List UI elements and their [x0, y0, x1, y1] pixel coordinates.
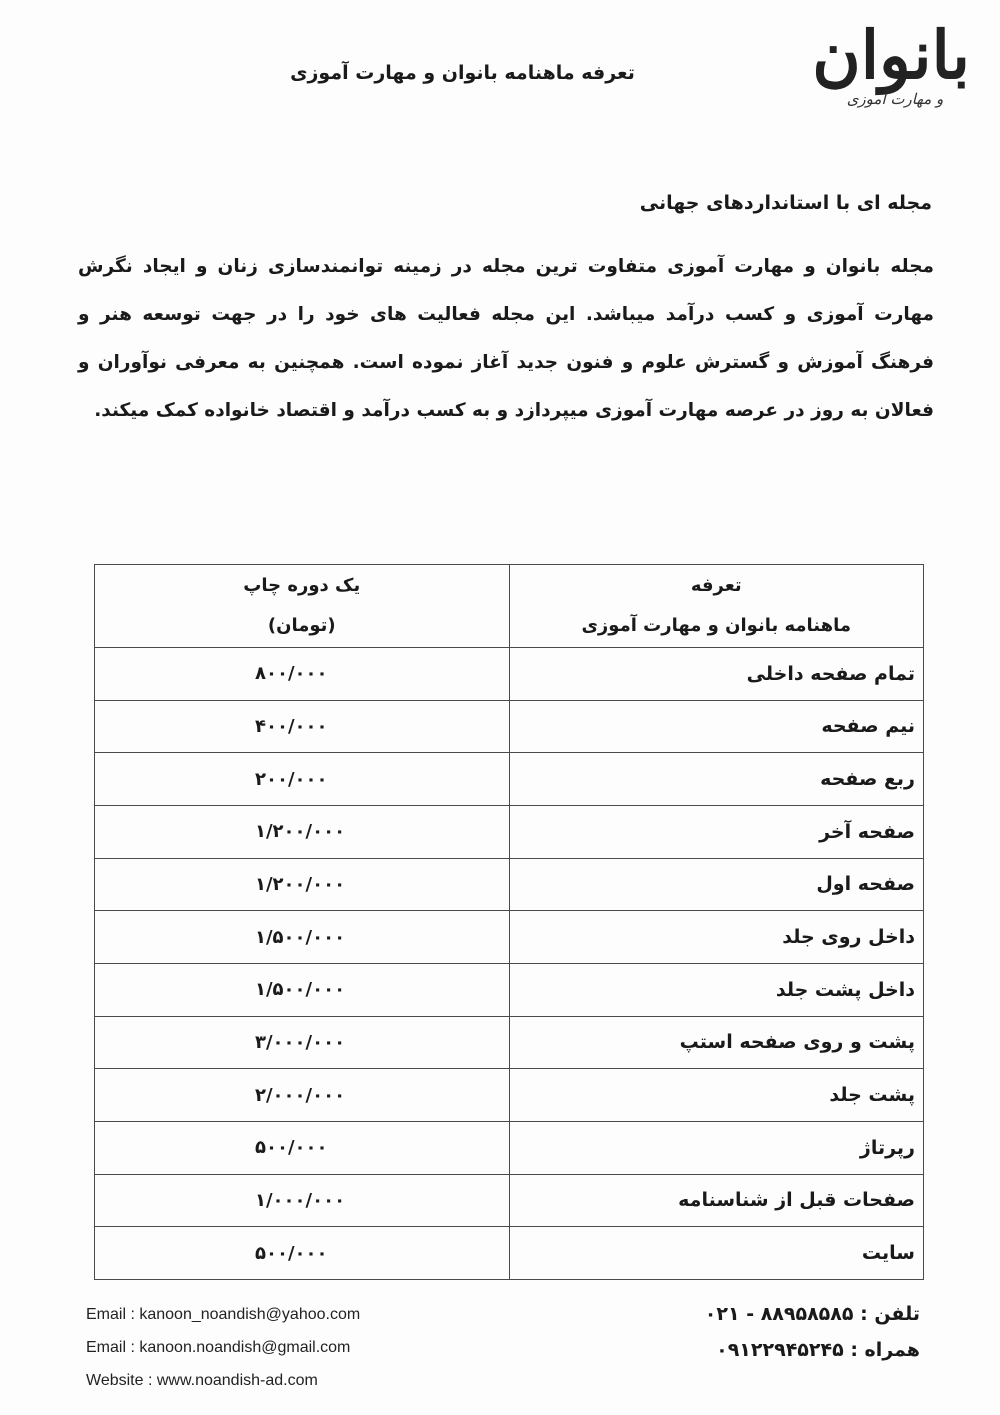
- row-price: ۱/۰۰۰/۰۰۰: [95, 1174, 510, 1227]
- contact-phones: [705, 1296, 920, 1368]
- row-item: صفحه اول: [509, 858, 924, 911]
- table-header-row: [95, 565, 924, 648]
- row-price: ۳/۰۰۰/۰۰۰: [95, 1016, 510, 1069]
- header-price-line1: یک دوره چاپ: [243, 575, 361, 596]
- email-primary: Email : kanoon_noandish@yahoo.com: [86, 1306, 361, 1323]
- row-item: تمام صفحه داخلی: [509, 648, 924, 701]
- row-item: ربع صفحه: [509, 753, 924, 806]
- table-row: [95, 963, 924, 1016]
- row-price: ۵۰۰/۰۰۰: [95, 1121, 510, 1174]
- magazine-logo: [812, 14, 970, 134]
- row-price: ۱/۵۰۰/۰۰۰: [95, 911, 510, 964]
- phone-label: تلفن :: [860, 1303, 920, 1325]
- logo-sub-text: و مهارت آموزی: [846, 90, 944, 108]
- table-row: [95, 648, 924, 701]
- mobile-label: همراه :: [850, 1339, 920, 1361]
- row-price: ۲/۰۰۰/۰۰۰: [95, 1069, 510, 1122]
- table-row: [95, 1227, 924, 1280]
- logo-main-text: بانوان: [812, 16, 970, 94]
- phone-line: [705, 1296, 920, 1332]
- row-item: رپرتاژ: [509, 1121, 924, 1174]
- table-row: [95, 1174, 924, 1227]
- row-item: سایت: [509, 1227, 924, 1280]
- intro-paragraph: مجله بانوان و مهارت آموزی متفاوت ترین مجله در زمینه توانمندسازی زنان و ایجاد نگرش مهارت آموزی و کسب درآمد میباشد. این مجله فعالیت های خود را در جهت توسعه هنر و فرهنگ آموزش و گسترش علوم و فنون جدید آغاز نموده است. همچنین به معرفی نوآوران و فعالان به روز در عرصه مهارت آموزی میپردازد و به کسب درآمد و اقتصاد خانواده کمک میکند.: [78, 256, 934, 421]
- row-item: صفحه آخر: [509, 805, 924, 858]
- table-row: [95, 1121, 924, 1174]
- row-item: صفحات قبل از شناسنامه: [509, 1174, 924, 1227]
- row-price: ۱/۵۰۰/۰۰۰: [95, 963, 510, 1016]
- row-price: ۴۰۰/۰۰۰: [95, 700, 510, 753]
- mobile-number: ۰۹۱۲۲۹۴۵۲۴۵: [716, 1339, 844, 1361]
- contact-emails: [86, 1298, 360, 1397]
- header-item-line2: ماهنامه بانوان و مهارت آموزی: [581, 615, 852, 636]
- row-item: داخل روی جلد: [509, 911, 924, 964]
- table-row: [95, 805, 924, 858]
- row-price: ۲۰۰/۰۰۰: [95, 753, 510, 806]
- sub-heading: مجله ای با استانداردهای جهانی: [639, 192, 932, 214]
- email-secondary: Email : kanoon.noandish@gmail.com: [86, 1339, 351, 1356]
- row-price: ۱/۲۰۰/۰۰۰: [95, 858, 510, 911]
- header-price-line2: (تومان): [267, 615, 336, 636]
- phone-number: ۰۲۱ - ۸۸۹۵۸۵۸۵: [704, 1303, 854, 1325]
- table-row: [95, 911, 924, 964]
- mobile-line: [705, 1332, 920, 1368]
- row-item: پشت جلد: [509, 1069, 924, 1122]
- table-row: [95, 1016, 924, 1069]
- header-item-line1: تعرفه: [690, 575, 742, 596]
- header-item-cell: [509, 565, 924, 648]
- table-row: [95, 1069, 924, 1122]
- tariff-table: [94, 564, 924, 1280]
- table-row: [95, 858, 924, 911]
- row-price: ۸۰۰/۰۰۰: [95, 648, 510, 701]
- website-address: Website : www.noandish-ad.com: [86, 1372, 318, 1389]
- table-row: [95, 753, 924, 806]
- table-row: [95, 700, 924, 753]
- document-title: تعرفه ماهنامه بانوان و مهارت آموزی: [290, 62, 635, 84]
- row-item: نیم صفحه: [509, 700, 924, 753]
- row-price: ۱/۲۰۰/۰۰۰: [95, 805, 510, 858]
- row-price: ۵۰۰/۰۰۰: [95, 1227, 510, 1280]
- row-item: داخل پشت جلد: [509, 963, 924, 1016]
- header-price-cell: [95, 565, 510, 648]
- row-item: پشت و روی صفحه استپ: [509, 1016, 924, 1069]
